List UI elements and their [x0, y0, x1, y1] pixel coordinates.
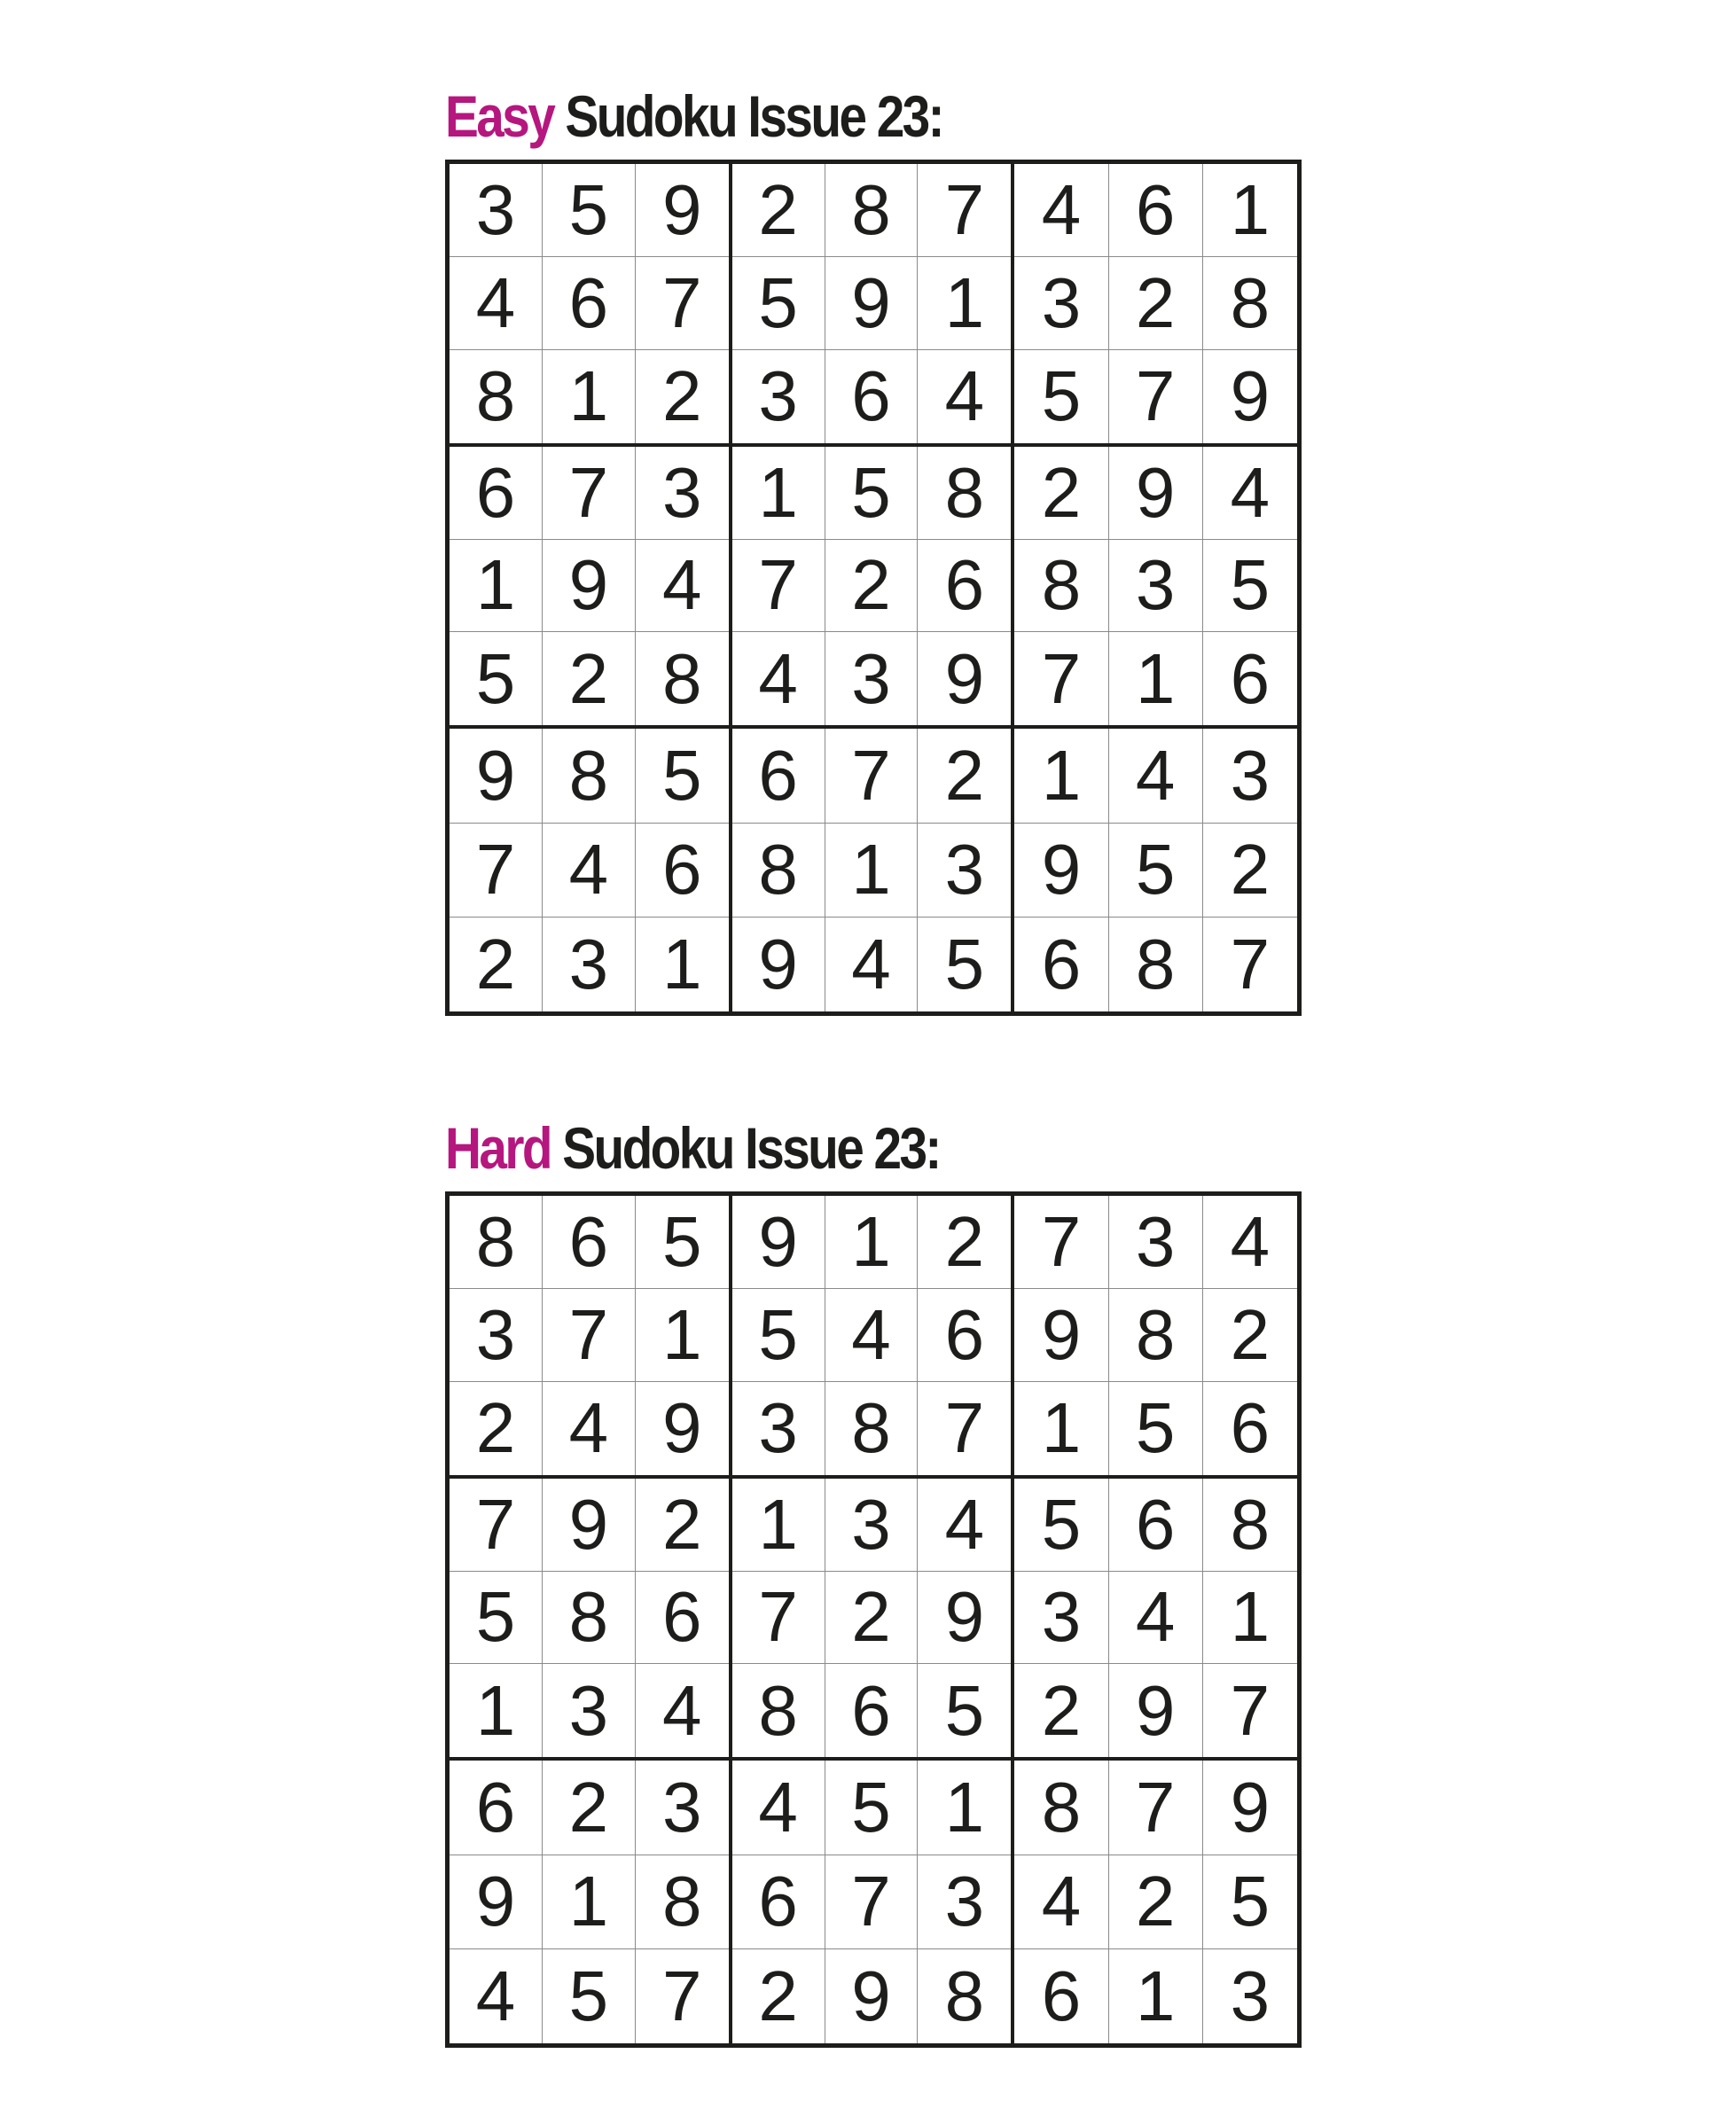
sudoku-cell: 4: [825, 918, 919, 1011]
sudoku-cell: 2: [1014, 1664, 1108, 1757]
sudoku-cell: 4: [1109, 1572, 1203, 1665]
sudoku-cell: 1: [1109, 1949, 1203, 2043]
sudoku-box: [450, 729, 732, 1011]
difficulty-label: Hard: [445, 1115, 551, 1181]
sudoku-cell: 1: [1109, 632, 1203, 725]
sudoku-cell: 3: [1014, 1572, 1108, 1665]
sudoku-cell: 6: [543, 1196, 636, 1289]
sudoku-cell: 5: [636, 1196, 729, 1289]
sudoku-cell: 1: [1014, 729, 1108, 823]
sudoku-cell: 7: [450, 824, 543, 918]
sudoku-cell: 3: [636, 447, 729, 540]
sudoku-cell: 2: [825, 540, 919, 633]
difficulty-label: Easy: [445, 83, 554, 149]
sudoku-cell: 9: [1230, 356, 1271, 436]
sudoku-cell: 8: [918, 447, 1011, 540]
sudoku-cell: 3: [1109, 540, 1203, 633]
sudoku-cell: 5: [543, 164, 636, 257]
sudoku-cell: 5: [543, 1949, 636, 2043]
sudoku-cell: 1: [636, 1289, 729, 1382]
sudoku-cell: 5: [450, 632, 543, 725]
sudoku-cell: 8: [1203, 1479, 1297, 1572]
sudoku-cell: 6: [1230, 1388, 1271, 1468]
sudoku-cell: 7: [732, 540, 825, 633]
sudoku-cell: 7: [543, 447, 636, 540]
sudoku-grid: [445, 160, 1302, 1016]
sudoku-cell: 2: [636, 1479, 729, 1572]
sudoku-cell: 2: [661, 356, 702, 436]
sudoku-cell: 9: [732, 918, 825, 1011]
sudoku-cell: 2: [1109, 257, 1203, 350]
sudoku-cell: 3: [543, 918, 636, 1011]
sudoku-box: [450, 447, 732, 730]
sudoku-cell: 6: [636, 1572, 729, 1665]
sudoku-cell: 7: [543, 1289, 636, 1382]
sudoku-cell: 8: [1014, 1761, 1108, 1855]
sudoku-cell: 1: [543, 350, 636, 443]
sudoku-cell: 8: [1109, 918, 1203, 1011]
sudoku-cell: 2: [543, 1761, 636, 1855]
sudoku-cell: 1: [1203, 1572, 1297, 1665]
issue-title: Sudoku Issue 23:: [565, 83, 942, 149]
sudoku-cell: 4: [636, 540, 729, 633]
sudoku-cell: 2: [825, 1572, 919, 1665]
sudoku-cell: 3: [543, 1664, 636, 1757]
sudoku-cell: 4: [1014, 164, 1108, 257]
sudoku-cell: 1: [918, 257, 1011, 350]
sudoku-grid: [445, 1191, 1302, 2048]
sudoku-cell: 9: [1014, 824, 1108, 918]
sudoku-cell: 3: [1014, 257, 1108, 350]
sudoku-cell: 5: [1014, 350, 1108, 443]
sudoku-cell: 9: [1109, 1664, 1203, 1757]
sudoku-cell: 9: [1109, 447, 1203, 540]
sudoku-box: [1014, 447, 1297, 730]
sudoku-cell: 8: [1109, 1289, 1203, 1382]
sudoku-box: [732, 729, 1015, 1011]
sudoku-box: [1014, 1479, 1297, 1761]
sudoku-cell: 7: [636, 257, 729, 350]
sudoku-cell: 5: [732, 1289, 825, 1382]
sudoku-cell: 2: [1203, 824, 1297, 918]
sudoku-cell: 1: [661, 924, 702, 1003]
sudoku-cell: 6: [918, 1289, 1011, 1382]
sudoku-cell: 8: [543, 1572, 636, 1665]
sudoku-cell: 4: [543, 824, 636, 918]
sudoku-cell: 9: [661, 1388, 702, 1468]
sudoku-cell: 5: [1203, 1855, 1297, 1949]
sudoku-cell: 3: [1203, 729, 1297, 823]
sudoku-cell: 3: [636, 1761, 729, 1855]
sudoku-cell: 5: [1014, 1479, 1108, 1572]
sudoku-cell: 4: [1203, 447, 1297, 540]
sudoku-box: [450, 1761, 732, 2043]
sudoku-cell: 8: [944, 1956, 985, 2035]
sudoku-cell: 9: [1014, 1289, 1108, 1382]
sudoku-box: [732, 1761, 1015, 2043]
sudoku-cell: 9: [825, 257, 919, 350]
sudoku-cell: 9: [450, 729, 543, 823]
sudoku-cell: 4: [543, 1382, 636, 1475]
sudoku-cell: 7: [1109, 350, 1203, 443]
sudoku-cell: 1: [1014, 1382, 1108, 1475]
sudoku-cell: 8: [825, 164, 919, 257]
sudoku-cell: 8: [636, 1855, 729, 1949]
sudoku-cell: 8: [825, 1382, 919, 1475]
sudoku-cell: 4: [732, 1761, 825, 1855]
sudoku-cell: 1: [732, 447, 825, 540]
sudoku-cell: 2: [543, 632, 636, 725]
sudoku-cell: 5: [825, 447, 919, 540]
sudoku-cell: 5: [944, 924, 985, 1003]
sudoku-cell: 6: [732, 729, 825, 823]
sudoku-cell: 9: [450, 1855, 543, 1949]
sudoku-cell: 8: [450, 1196, 543, 1289]
sudoku-cell: 2: [1109, 1855, 1203, 1949]
sudoku-cell: 4: [1203, 1196, 1297, 1289]
sudoku-cell: 7: [661, 1956, 702, 2035]
sudoku-cell: 8: [1203, 257, 1297, 350]
sudoku-cell: 8: [661, 638, 702, 718]
sudoku-cell: 1: [543, 1855, 636, 1949]
sudoku-cell: 4: [732, 632, 825, 725]
sudoku-cell: 9: [944, 638, 985, 718]
sudoku-cell: 6: [918, 540, 1011, 633]
sudoku-cell: 7: [825, 1855, 919, 1949]
sudoku-box: [1014, 1761, 1297, 2043]
sudoku-cell: 6: [1014, 1949, 1108, 2043]
sudoku-cell: 7: [1230, 1670, 1271, 1750]
sudoku-cell: 2: [732, 164, 825, 257]
sudoku-cell: 1: [450, 540, 543, 633]
sudoku-cell: 7: [825, 729, 919, 823]
sudoku-cell: 3: [1109, 1196, 1203, 1289]
sudoku-cell: 6: [825, 350, 919, 443]
sudoku-cell: 1: [1203, 164, 1297, 257]
sudoku-cell: 6: [543, 257, 636, 350]
sudoku-cell: 6: [825, 1664, 919, 1757]
sudoku-cell: 6: [1109, 164, 1203, 257]
sudoku-cell: 5: [732, 257, 825, 350]
sudoku-cell: 7: [1230, 924, 1271, 1003]
sudoku-cell: 3: [450, 164, 543, 257]
sudoku-cell: 9: [825, 1949, 919, 2043]
sudoku-cell: 9: [636, 164, 729, 257]
sudoku-cell: 5: [1109, 824, 1203, 918]
sudoku-cell: 3: [1230, 1956, 1271, 2035]
sudoku-cell: 4: [450, 257, 543, 350]
sudoku-cell: 9: [732, 1196, 825, 1289]
sudoku-cell: 4: [918, 1479, 1011, 1572]
sudoku-cell: 1: [732, 1479, 825, 1572]
sudoku-cell: 5: [636, 729, 729, 823]
sudoku-box: [1014, 164, 1297, 447]
sudoku-cell: 6: [1109, 1479, 1203, 1572]
sudoku-cell: 9: [543, 1479, 636, 1572]
sudoku-cell: 8: [1014, 540, 1108, 633]
sudoku-cell: 5: [1109, 1382, 1203, 1475]
sudoku-cell: 7: [944, 1388, 985, 1468]
sudoku-cell: 1: [825, 824, 919, 918]
sudoku-box: [1014, 1196, 1297, 1479]
sudoku-box: [450, 1479, 732, 1761]
sudoku-cell: 3: [732, 350, 825, 443]
sudoku-cell: 4: [825, 1289, 919, 1382]
sudoku-box: [1014, 729, 1297, 1011]
sudoku-cell: 6: [450, 1761, 543, 1855]
sudoku-cell: 6: [450, 447, 543, 540]
sudoku-cell: 8: [732, 1664, 825, 1757]
sudoku-cell: 2: [1203, 1289, 1297, 1382]
sudoku-box: [450, 164, 732, 447]
sudoku-cell: 3: [825, 1479, 919, 1572]
sudoku-cell: 7: [732, 1572, 825, 1665]
hard-sudoku-title: [445, 1099, 940, 1197]
sudoku-cell: 4: [1109, 729, 1203, 823]
issue-title: Sudoku Issue 23:: [562, 1115, 940, 1181]
sudoku-box: [732, 447, 1015, 730]
sudoku-cell: 5: [825, 1761, 919, 1855]
sudoku-cell: 2: [450, 1382, 543, 1475]
sudoku-cell: 6: [732, 1855, 825, 1949]
sudoku-cell: 1: [450, 1664, 543, 1757]
sudoku-cell: 4: [450, 1949, 543, 2043]
sudoku-cell: 2: [918, 1196, 1011, 1289]
sudoku-cell: 3: [450, 1289, 543, 1382]
sudoku-cell: 1: [918, 1761, 1011, 1855]
sudoku-cell: 9: [918, 1572, 1011, 1665]
sudoku-cell: 3: [918, 1855, 1011, 1949]
sudoku-cell: 2: [450, 918, 543, 1011]
sudoku-box: [450, 1196, 732, 1479]
sudoku-cell: 3: [918, 824, 1011, 918]
sudoku-cell: 7: [1014, 1196, 1108, 1289]
easy-sudoku-title: [445, 67, 942, 165]
sudoku-cell: 4: [661, 1670, 702, 1750]
sudoku-cell: 3: [825, 632, 919, 725]
sudoku-cell: 7: [918, 164, 1011, 257]
sudoku-cell: 2: [732, 1949, 825, 2043]
sudoku-box: [732, 164, 1015, 447]
sudoku-cell: 6: [1230, 638, 1271, 718]
sudoku-cell: 2: [918, 729, 1011, 823]
sudoku-cell: 6: [1014, 918, 1108, 1011]
sudoku-cell: 8: [732, 824, 825, 918]
sudoku-cell: 5: [450, 1572, 543, 1665]
sudoku-cell: 5: [944, 1670, 985, 1750]
sudoku-cell: 5: [1203, 540, 1297, 633]
sudoku-cell: 4: [1014, 1855, 1108, 1949]
sudoku-cell: 4: [944, 356, 985, 436]
sudoku-cell: 6: [636, 824, 729, 918]
sudoku-box: [732, 1479, 1015, 1761]
sudoku-cell: 1: [825, 1196, 919, 1289]
sudoku-cell: 2: [1014, 447, 1108, 540]
sudoku-cell: 3: [732, 1382, 825, 1475]
sudoku-cell: 9: [543, 540, 636, 633]
sudoku-cell: 7: [450, 1479, 543, 1572]
sudoku-cell: 7: [1109, 1761, 1203, 1855]
sudoku-cell: 7: [1014, 632, 1108, 725]
sudoku-cell: 8: [543, 729, 636, 823]
sudoku-cell: 8: [450, 350, 543, 443]
sudoku-cell: 9: [1203, 1761, 1297, 1855]
sudoku-box: [732, 1196, 1015, 1479]
